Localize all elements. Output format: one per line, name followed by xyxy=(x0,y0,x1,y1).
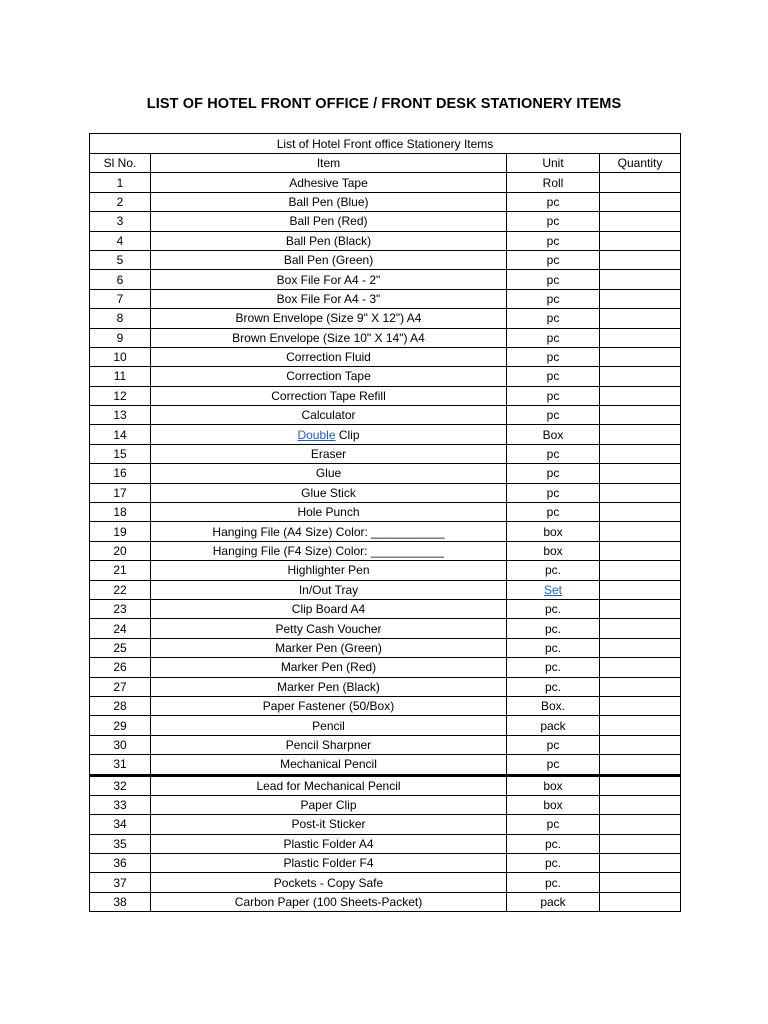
stationery-table xyxy=(89,133,681,912)
cell-item: Mechanical Pencil xyxy=(151,755,507,775)
table-row xyxy=(90,735,681,754)
unit-link[interactable]: Set xyxy=(543,582,562,597)
cell-unit: pc. xyxy=(507,561,600,580)
cell-item: Correction Fluid xyxy=(151,347,507,366)
header-unit: Unit xyxy=(507,154,600,173)
cell-quantity[interactable] xyxy=(600,873,681,892)
cell-item: Highlighter Pen xyxy=(151,561,507,580)
table-row xyxy=(90,406,681,425)
cell-quantity[interactable] xyxy=(600,483,681,502)
cell-item: Ball Pen (Green) xyxy=(151,250,507,269)
cell-quantity[interactable] xyxy=(600,270,681,289)
cell-sl-no: 17 xyxy=(90,483,151,502)
table-row xyxy=(90,212,681,231)
cell-item: Eraser xyxy=(151,444,507,463)
cell-unit: pc. xyxy=(507,638,600,657)
cell-unit: Box xyxy=(507,425,600,444)
cell-sl-no: 24 xyxy=(90,619,151,638)
cell-unit: box xyxy=(507,795,600,814)
cell-sl-no: 29 xyxy=(90,716,151,735)
cell-unit: pc. xyxy=(507,873,600,892)
cell-unit: pc xyxy=(507,464,600,483)
cell-sl-no: 5 xyxy=(90,250,151,269)
cell-quantity[interactable] xyxy=(600,173,681,192)
cell-quantity[interactable] xyxy=(600,599,681,618)
cell-sl-no: 31 xyxy=(90,755,151,775)
cell-unit: pc xyxy=(507,503,600,522)
cell-quantity[interactable] xyxy=(600,328,681,347)
cell-quantity[interactable] xyxy=(600,522,681,541)
cell-quantity[interactable] xyxy=(600,815,681,834)
cell-item: Brown Envelope (Size 9" X 12") A4 xyxy=(151,309,507,328)
cell-quantity[interactable] xyxy=(600,696,681,715)
table-row xyxy=(90,328,681,347)
table-row xyxy=(90,289,681,308)
table-row xyxy=(90,619,681,638)
cell-unit: pc. xyxy=(507,854,600,873)
cell-item: Marker Pen (Red) xyxy=(151,658,507,677)
cell-unit: box xyxy=(507,522,600,541)
table-row xyxy=(90,854,681,873)
cell-quantity[interactable] xyxy=(600,367,681,386)
cell-sl-no: 18 xyxy=(90,503,151,522)
cell-item: Correction Tape xyxy=(151,367,507,386)
cell-quantity[interactable] xyxy=(600,425,681,444)
cell-quantity[interactable] xyxy=(600,619,681,638)
cell-quantity[interactable] xyxy=(600,834,681,853)
table-row xyxy=(90,580,681,599)
cell-sl-no: 10 xyxy=(90,347,151,366)
cell-item: Lead for Mechanical Pencil xyxy=(151,775,507,795)
cell-sl-no: 25 xyxy=(90,638,151,657)
table-row xyxy=(90,173,681,192)
table-row xyxy=(90,561,681,580)
cell-quantity[interactable] xyxy=(600,775,681,795)
cell-quantity[interactable] xyxy=(600,638,681,657)
cell-quantity[interactable] xyxy=(600,561,681,580)
table-row xyxy=(90,696,681,715)
cell-item: Marker Pen (Green) xyxy=(151,638,507,657)
table-row xyxy=(90,892,681,911)
table-header-row xyxy=(90,154,681,173)
cell-sl-no: 4 xyxy=(90,231,151,250)
cell-sl-no: 23 xyxy=(90,599,151,618)
header-sl-no: Sl No. xyxy=(90,154,151,173)
cell-unit: pc xyxy=(507,289,600,308)
cell-quantity[interactable] xyxy=(600,212,681,231)
cell-sl-no: 12 xyxy=(90,386,151,405)
cell-sl-no: 19 xyxy=(90,522,151,541)
cell-sl-no: 15 xyxy=(90,444,151,463)
cell-item: Paper Fastener (50/Box) xyxy=(151,696,507,715)
cell-sl-no: 20 xyxy=(90,541,151,560)
table-row xyxy=(90,873,681,892)
cell-unit: pc. xyxy=(507,677,600,696)
cell-unit: pc xyxy=(507,192,600,211)
cell-unit: pc. xyxy=(507,619,600,638)
cell-item: Hanging File (F4 Size) Color: ___________ xyxy=(151,541,507,560)
cell-quantity[interactable] xyxy=(600,677,681,696)
cell-unit: pc xyxy=(507,755,600,775)
table-row xyxy=(90,444,681,463)
header-quantity: Quantity xyxy=(600,154,681,173)
cell-sl-no: 37 xyxy=(90,873,151,892)
cell-item: Pencil xyxy=(151,716,507,735)
cell-unit: pc xyxy=(507,309,600,328)
cell-sl-no: 36 xyxy=(90,854,151,873)
cell-sl-no: 27 xyxy=(90,677,151,696)
cell-quantity[interactable] xyxy=(600,892,681,911)
table-row xyxy=(90,347,681,366)
table-row xyxy=(90,815,681,834)
cell-quantity[interactable] xyxy=(600,406,681,425)
cell-unit: pc xyxy=(507,406,600,425)
table-row xyxy=(90,677,681,696)
cell-sl-no: 22 xyxy=(90,580,151,599)
table-row xyxy=(90,425,681,444)
cell-quantity[interactable] xyxy=(600,309,681,328)
cell-item: Paper Clip xyxy=(151,795,507,814)
table-row xyxy=(90,503,681,522)
table-row xyxy=(90,522,681,541)
table-row xyxy=(90,367,681,386)
cell-item: Hole Punch xyxy=(151,503,507,522)
cell-sl-no: 33 xyxy=(90,795,151,814)
cell-unit: Box. xyxy=(507,696,600,715)
cell-sl-no: 3 xyxy=(90,212,151,231)
cell-unit: pc xyxy=(507,483,600,502)
cell-item: Box File For A4 - 2" xyxy=(151,270,507,289)
cell-quantity[interactable] xyxy=(600,386,681,405)
table-row xyxy=(90,386,681,405)
cell-item: Ball Pen (Red) xyxy=(151,212,507,231)
header-item: Item xyxy=(151,154,507,173)
cell-sl-no: 14 xyxy=(90,425,151,444)
cell-unit: pc xyxy=(507,347,600,366)
cell-unit: pc. xyxy=(507,834,600,853)
cell-quantity[interactable] xyxy=(600,289,681,308)
cell-unit: pc xyxy=(507,386,600,405)
cell-quantity[interactable] xyxy=(600,231,681,250)
cell-unit: pc xyxy=(507,367,600,386)
cell-unit: pack xyxy=(507,892,600,911)
cell-quantity[interactable] xyxy=(600,854,681,873)
table-row xyxy=(90,270,681,289)
cell-unit: pack xyxy=(507,716,600,735)
table-row xyxy=(90,250,681,269)
cell-unit: pc xyxy=(507,815,600,834)
cell-quantity[interactable] xyxy=(600,735,681,754)
table-row xyxy=(90,638,681,657)
cell-quantity[interactable] xyxy=(600,444,681,463)
cell-unit: pc. xyxy=(507,658,600,677)
cell-item: Plastic Folder A4 xyxy=(151,834,507,853)
table-caption: List of Hotel Front office Stationery Items xyxy=(90,134,681,154)
cell-item: Box File For A4 - 3" xyxy=(151,289,507,308)
cell-sl-no: 8 xyxy=(90,309,151,328)
cell-item: Marker Pen (Black) xyxy=(151,677,507,696)
cell-item: Hanging File (A4 Size) Color: ___________ xyxy=(151,522,507,541)
cell-quantity[interactable] xyxy=(600,250,681,269)
cell-unit: pc xyxy=(507,444,600,463)
cell-sl-no: 35 xyxy=(90,834,151,853)
table-row xyxy=(90,309,681,328)
table-row xyxy=(90,775,681,795)
cell-unit: pc xyxy=(507,212,600,231)
table-row xyxy=(90,464,681,483)
table-row xyxy=(90,755,681,775)
item-text: Clip xyxy=(335,427,360,442)
cell-item: Calculator xyxy=(151,406,507,425)
table-caption-row xyxy=(90,134,681,154)
cell-item: Plastic Folder F4 xyxy=(151,854,507,873)
table-row xyxy=(90,192,681,211)
cell-sl-no: 38 xyxy=(90,892,151,911)
cell-sl-no: 6 xyxy=(90,270,151,289)
cell-item: Post-it Sticker xyxy=(151,815,507,834)
cell-quantity[interactable] xyxy=(600,464,681,483)
cell-item: Petty Cash Voucher xyxy=(151,619,507,638)
cell-sl-no: 9 xyxy=(90,328,151,347)
cell-item: Correction Tape Refill xyxy=(151,386,507,405)
cell-quantity[interactable] xyxy=(600,658,681,677)
cell-item: Clip Board A4 xyxy=(151,599,507,618)
cell-quantity[interactable] xyxy=(600,755,681,775)
table-row xyxy=(90,541,681,560)
cell-sl-no: 13 xyxy=(90,406,151,425)
cell-unit: pc xyxy=(507,328,600,347)
cell-item: Carbon Paper (100 Sheets-Packet) xyxy=(151,892,507,911)
table-row xyxy=(90,599,681,618)
cell-item: Adhesive Tape xyxy=(151,173,507,192)
table-row xyxy=(90,834,681,853)
cell-sl-no: 21 xyxy=(90,561,151,580)
cell-sl-no: 26 xyxy=(90,658,151,677)
table-body xyxy=(90,173,681,912)
table-row xyxy=(90,231,681,250)
cell-unit: pc. xyxy=(507,599,600,618)
cell-item: In/Out Tray xyxy=(151,580,507,599)
cell-item: Ball Pen (Blue) xyxy=(151,192,507,211)
cell-sl-no: 34 xyxy=(90,815,151,834)
item-link[interactable]: Double xyxy=(297,427,336,442)
cell-sl-no: 11 xyxy=(90,367,151,386)
cell-quantity[interactable] xyxy=(600,580,681,599)
cell-quantity[interactable] xyxy=(600,503,681,522)
cell-quantity[interactable] xyxy=(600,541,681,560)
cell-sl-no: 32 xyxy=(90,775,151,795)
cell-unit: box xyxy=(507,775,600,795)
cell-unit: Roll xyxy=(507,173,600,192)
cell-item: Pencil Sharpner xyxy=(151,735,507,754)
cell-unit xyxy=(507,580,600,599)
cell-unit: box xyxy=(507,541,600,560)
table-row xyxy=(90,658,681,677)
cell-sl-no: 16 xyxy=(90,464,151,483)
cell-quantity[interactable] xyxy=(600,795,681,814)
cell-quantity[interactable] xyxy=(600,192,681,211)
table-row xyxy=(90,795,681,814)
cell-item: Brown Envelope (Size 10" X 14") A4 xyxy=(151,328,507,347)
cell-item: Pockets - Copy Safe xyxy=(151,873,507,892)
cell-sl-no: 30 xyxy=(90,735,151,754)
cell-sl-no: 28 xyxy=(90,696,151,715)
cell-item xyxy=(151,425,507,444)
cell-sl-no: 2 xyxy=(90,192,151,211)
document-title: LIST OF HOTEL FRONT OFFICE / FRONT DESK STATIONERY ITEMS xyxy=(146,96,622,112)
cell-item: Glue Stick xyxy=(151,483,507,502)
cell-item: Ball Pen (Black) xyxy=(151,231,507,250)
cell-sl-no: 1 xyxy=(90,173,151,192)
cell-unit: pc xyxy=(507,231,600,250)
cell-sl-no: 7 xyxy=(90,289,151,308)
cell-unit: pc xyxy=(507,735,600,754)
table-row xyxy=(90,716,681,735)
cell-unit: pc xyxy=(507,270,600,289)
cell-quantity[interactable] xyxy=(600,347,681,366)
cell-quantity[interactable] xyxy=(600,716,681,735)
table-row xyxy=(90,483,681,502)
cell-item: Glue xyxy=(151,464,507,483)
cell-unit: pc xyxy=(507,250,600,269)
